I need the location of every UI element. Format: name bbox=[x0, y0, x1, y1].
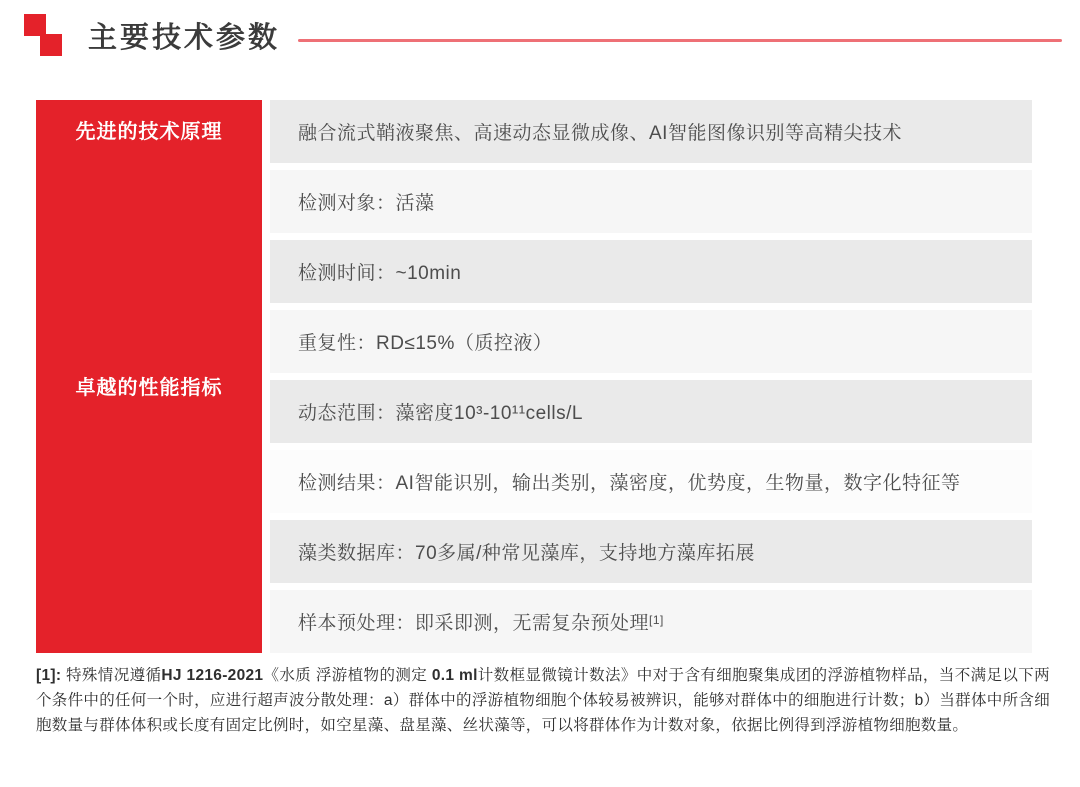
footnote-volume: 0.1 ml bbox=[431, 667, 478, 684]
spec-row-database bbox=[270, 520, 1032, 583]
square-accent-bottom bbox=[40, 34, 62, 56]
spec-row-target bbox=[270, 170, 1032, 233]
spec-row-results bbox=[270, 450, 1032, 513]
category-column bbox=[36, 100, 262, 653]
spec-row-technology bbox=[270, 100, 1032, 163]
spec-text: 样本预处理：即采即测，无需复杂预处理 bbox=[298, 613, 650, 634]
spec-text: 检测结果：AI智能识别，输出类别，藻密度，优势度，生物量，数字化特征等 bbox=[298, 473, 961, 494]
footnote bbox=[36, 663, 1050, 738]
spec-rows bbox=[270, 100, 1032, 653]
category-label-performance: 卓越的性能指标 bbox=[75, 377, 223, 399]
spec-row-repeatability bbox=[270, 310, 1032, 373]
square-accent-top bbox=[24, 14, 46, 36]
footnote-marker: [1]: bbox=[36, 667, 67, 684]
spec-text: 融合流式鞘液聚焦、高速动态显微成像、AI智能图像识别等高精尖技术 bbox=[298, 123, 902, 144]
spec-text: 重复性：RD≤15%（质控液） bbox=[298, 333, 553, 354]
spec-row-pretreatment bbox=[270, 590, 1032, 653]
spec-row-dynamic-range bbox=[270, 380, 1032, 443]
spec-text: 藻类数据库：70多属/种常见藻库，支持地方藻库拓展 bbox=[298, 543, 755, 564]
footnote-standard-number: HJ 1216-2021 bbox=[161, 667, 264, 684]
footnote-text: 计数框显微镜计数法》中对于含有细胞聚集成团的浮游植物样品，当不满足以下两个条件中的任何一个时，应进行超声波分散处理：a）群体中的浮游植物细胞个体较易被辨识，能够对群体中的细胞进行计数；b）当群体中所含细胞数量与群体体积或长度有固定比例时，如空星藻、盘星藻、丝状藻等，可以将群体作为计数对象，依据比例得到浮游植物细胞数量。 bbox=[36, 667, 1050, 734]
spec-text: 检测时间：~10min bbox=[298, 263, 462, 284]
footnote-text: 特殊情况遵循 bbox=[66, 667, 162, 684]
spec-text: 检测对象：活藻 bbox=[298, 193, 435, 214]
spec-table bbox=[36, 100, 1032, 653]
category-label-principle: 先进的技术原理 bbox=[75, 121, 223, 143]
page-header bbox=[0, 0, 1080, 58]
footnote-text: 《水质 浮游植物的测定 bbox=[263, 667, 432, 684]
page-title: 主要技术参数 bbox=[88, 21, 281, 54]
footnote-reference: [1] bbox=[649, 612, 664, 627]
spec-text: 动态范围：藻密度10³-10¹¹cells/L bbox=[298, 403, 583, 424]
spec-row-time bbox=[270, 240, 1032, 303]
two-squares-icon bbox=[24, 13, 62, 57]
title-underline bbox=[298, 39, 1062, 42]
